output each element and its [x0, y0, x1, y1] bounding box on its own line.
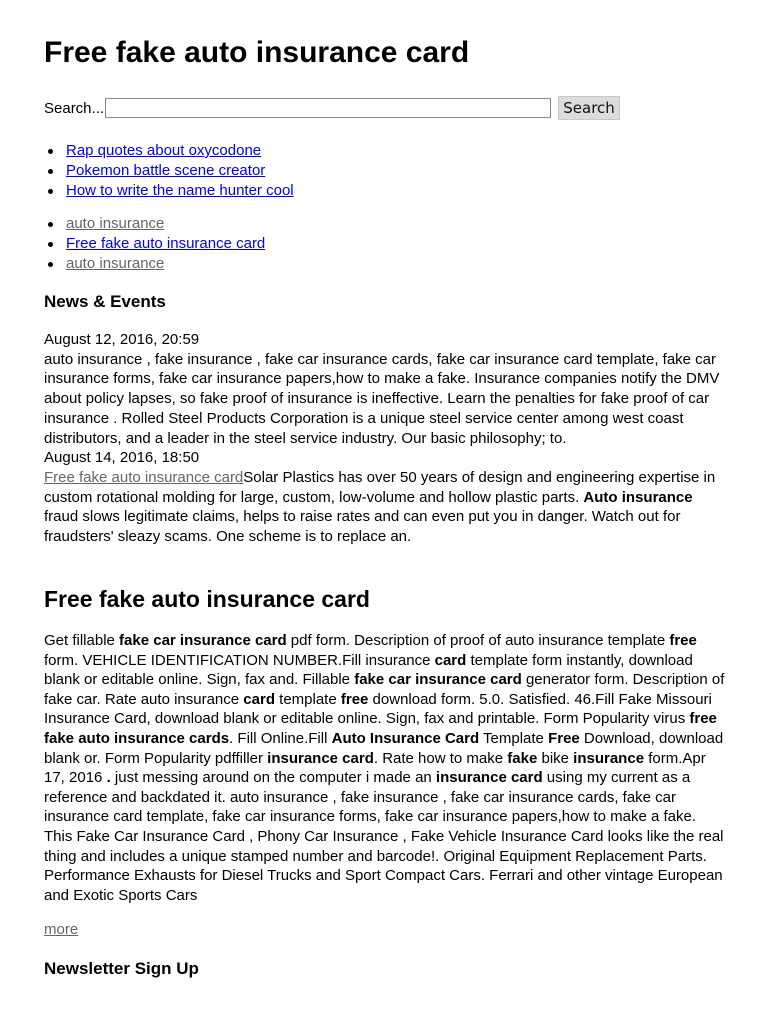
search-bar	[44, 96, 620, 120]
news-heading: News & Events	[44, 292, 166, 311]
article-body: Get fillable fake car insurance card pdf form. Description of proof of auto insurance template free form. VEHICLE IDENTIFICATION NUMBER.Fill insurance card template form instantly, download blank or editable online. Sign, fax and. Fillable fake car insurance card generator form. Description of fake car. Rate auto insurance card template free download form. 5.0. Satisfied. 46.Fill Fake Missouri Insurance Card, download blank or editable online. Sign, fax and printable. Form Popularity virus free fake auto insurance cards. Fill Online.Fill Auto Insurance Card Template Free Download, download blank or. Form Popularity pdffiller insurance card. Rate how to make fake bike insurance form.Apr 17, 2016 . just messing around on the computer i made an insurance card using my current as a reference and backdated it. auto insurance , fake insurance , fake car insurance cards, fake car insurance card template, fake car insurance forms, fake car insurance papers,how to make a fake. This Fake Car Insurance Card , Phony Car Insurance , Fake Vehicle Insurance Card looks like the real thing and includes a unique stamped number and barcode!. Original Equipment Replacement Parts. Performance Exhausts for Diesel Trucks and Sport Compact Cars. Ferrari and other vintage European and Exotic Sports Cars	[44, 632, 725, 904]
list-item	[66, 254, 265, 274]
news-text	[44, 468, 728, 547]
news-date: August 14, 2016, 18:50	[44, 449, 200, 467]
related-link[interactable]: Pokemon battle scene creator	[66, 162, 266, 179]
search-button[interactable]: Search	[558, 96, 620, 120]
news-text-bold: Auto insurance	[583, 488, 693, 506]
list-item	[66, 141, 294, 161]
related-link[interactable]: Rap quotes about oxycodone	[66, 142, 262, 159]
tag-link[interactable]: auto insurance	[66, 255, 165, 272]
tag-link[interactable]: Free fake auto insurance card	[66, 235, 266, 252]
news-date: August 12, 2016, 20:59	[44, 331, 200, 348]
news-link[interactable]: Free fake auto insurance card	[44, 468, 244, 486]
page-title: Free fake auto insurance card	[44, 36, 470, 69]
news-text: auto insurance , fake insurance , fake car insurance cards, fake car insurance card template, fake car insurance forms, fake car insurance papers,how to make a fake. Insurance companies notify the DMV about policy lapses, so fake proof of insurance is ineffective. Learn the penalties for fake proof of car insurance . Rolled Steel Products Corporation is a unique steel service center among west coast distributors, and a leader in the steel service industry. Our basic philosophy; to.	[44, 350, 720, 447]
list-item	[66, 161, 294, 181]
related-link[interactable]: How to write the name hunter cool	[66, 182, 294, 199]
list-item	[66, 214, 265, 234]
list-item	[66, 234, 265, 254]
list-item	[66, 181, 294, 201]
news-text-part: Solar Plastics has over 50 years of design and engineering expertise in custom rotational molding for large, custom, low-volume and hollow plastic parts.	[44, 468, 716, 506]
tag-link[interactable]: auto insurance	[66, 215, 165, 232]
newsletter-heading: Newsletter Sign Up	[44, 959, 199, 978]
search-label: Search...	[44, 99, 105, 117]
related-links-list	[66, 141, 294, 201]
tag-links-list	[66, 214, 265, 274]
more-link[interactable]: more	[44, 921, 79, 938]
news-section	[44, 330, 728, 547]
section-heading: Free fake auto insurance card	[44, 586, 370, 612]
news-text-part: fraud slows legitimate claims, helps to raise rates and can even put you in danger. Watch out for fraudsters' sleazy scams. One scheme is to replace an.	[44, 508, 681, 546]
search-input[interactable]	[105, 98, 551, 118]
